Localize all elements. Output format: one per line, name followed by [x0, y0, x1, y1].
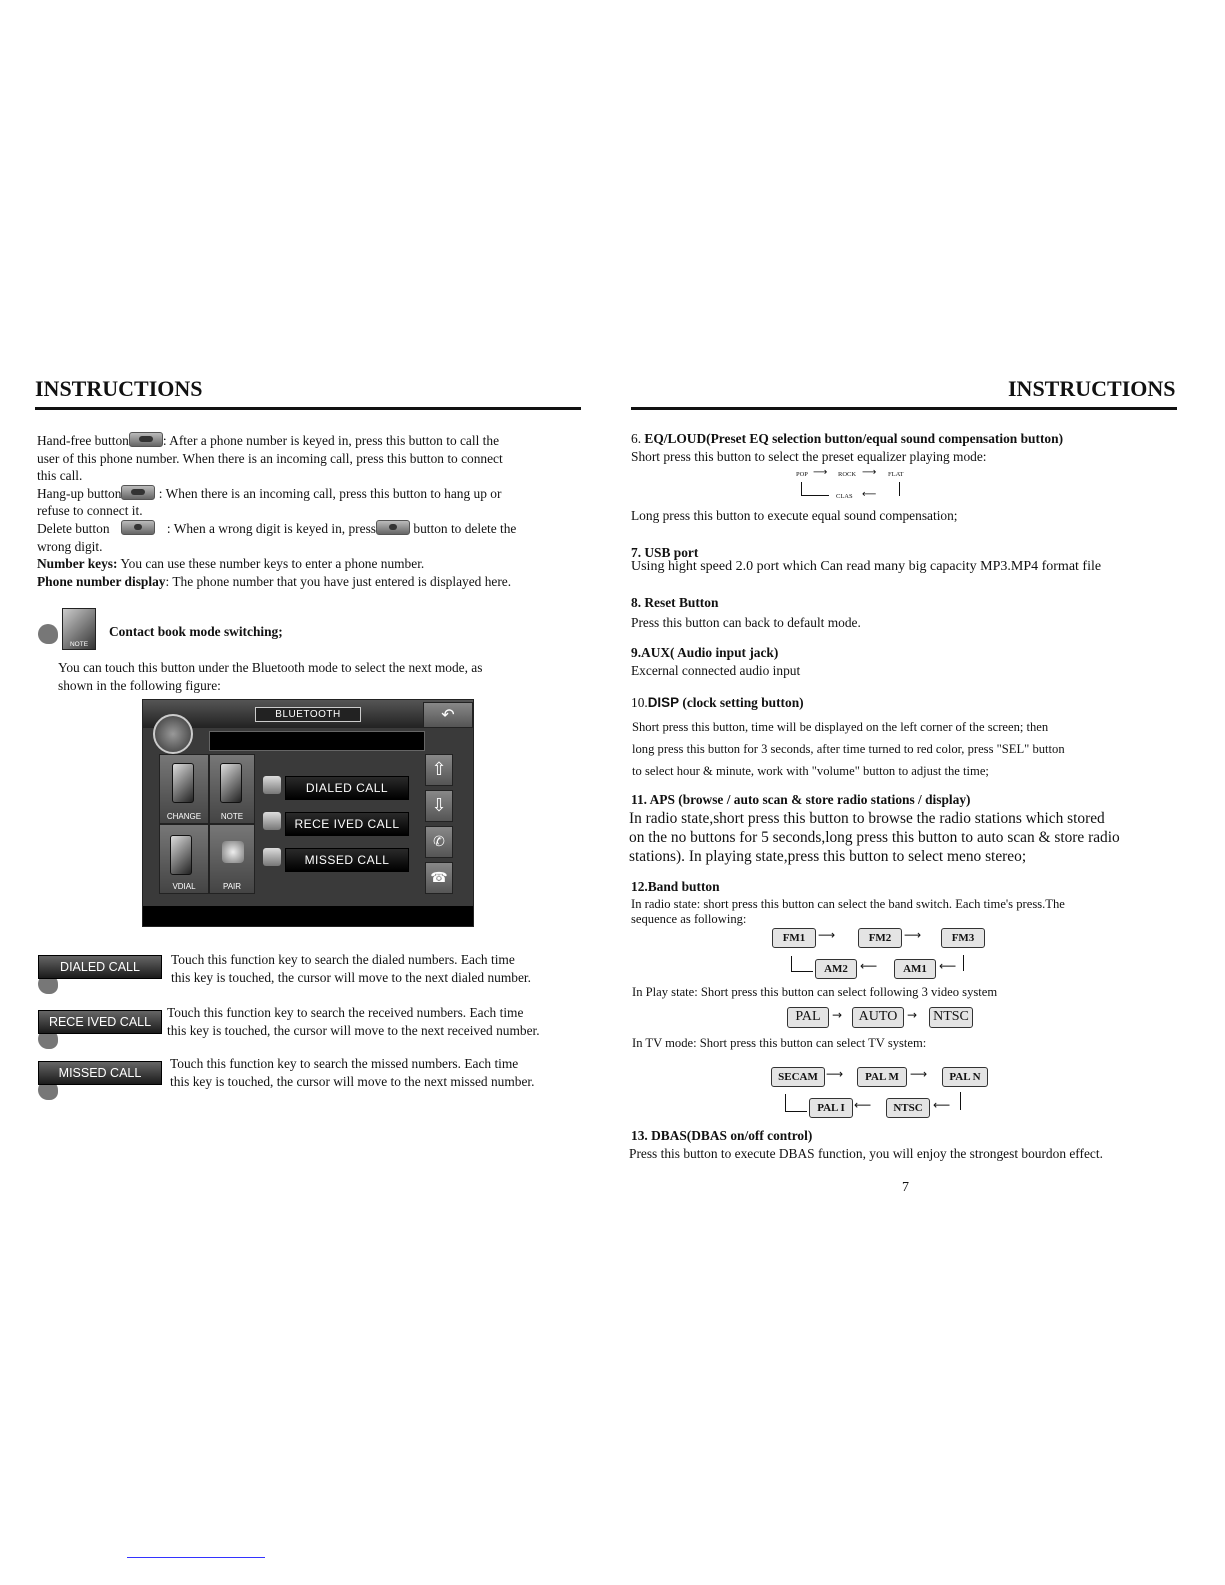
received-call-desc: Touch this function key to search the received numbers. Each time this key is touched, the cursor will move to the next received number.: [167, 1005, 540, 1038]
band-am2: AM2: [815, 959, 857, 979]
video-arrow-2: →: [907, 1008, 918, 1022]
dialed-call-desc: Touch this function key to search the dialed numbers. Each time this key is touched, the cursor will move to the next dialed number.: [171, 952, 531, 985]
band-fm2: FM2: [858, 928, 902, 948]
left-header-rule: [35, 407, 581, 410]
band-fm1: FM1: [772, 928, 816, 948]
hangup-icon[interactable]: ☎: [425, 862, 453, 894]
section-12-text1: In radio state: short press this button can select the band switch. Each time's press.The sequence as following:: [631, 897, 1065, 926]
tv-pal-i: PAL I: [809, 1098, 853, 1118]
received-call-key: RECE IVED CALL: [38, 1010, 162, 1034]
eq-pop: POP: [796, 471, 808, 478]
section-7-heading: 7. USB port: [631, 545, 699, 560]
contact-book-title: Contact book mode switching;: [109, 624, 283, 639]
section-6-text2: Long press this button to execute equal sound compensation;: [631, 508, 958, 523]
missed-call-key: MISSED CALL: [38, 1061, 162, 1085]
section-7-text: Using hight speed 2.0 port which Can read many big capacity MP3.MP4 format file: [631, 559, 1102, 574]
eq-flat: FLAT: [888, 471, 904, 478]
section-6-text1: Short press this button to select the preset equalizer playing mode:: [631, 449, 987, 464]
band-arrow-2: ⟶: [904, 928, 922, 942]
note-tile[interactable]: NOTE: [209, 754, 255, 824]
section-12-text2: In Play state: Short press this button can select following 3 video system: [632, 985, 998, 999]
dialed-call-button[interactable]: DIALED CALL: [285, 776, 409, 800]
section-9-heading: 9.AUX( Audio input jack): [631, 645, 779, 660]
tv-loop-line-2: [785, 1111, 807, 1112]
section-9-text: Excernal connected audio input: [631, 663, 801, 678]
section-10-heading: 10.DISP (clock setting button): [631, 695, 804, 710]
tv-arrow-2: ⟶: [910, 1067, 928, 1081]
eq-rock: ROCK: [838, 471, 857, 478]
eq-loop-line-3: [899, 482, 900, 496]
band-am1: AM1: [894, 959, 936, 979]
handsfree-paragraph: Hand-free button : After a phone number is keyed in, press this button to call the user of this phone number. When there is an incoming call, press this button to connect this call. Hang-up button : When there is an incoming call, press this button to hang up or refuse to connect it. Delete button : When a wrong digit is keyed in, press button to delete the wrong digit. Number keys: You can use these number keys to enter a phone number. Phone number display: The phone number that you have just entered is displayed here.: [37, 433, 517, 589]
video-auto: AUTO: [852, 1007, 904, 1028]
section-11-text: In radio state,short press this button to browse the radio stations which stored on the no buttons for 5 seconds,long press this button to auto scan & store radio stations). In playing state,press this button to select meno stereo;: [629, 810, 1120, 865]
vdial-tile[interactable]: VDIAL: [159, 824, 209, 894]
tv-secam: SECAM: [771, 1067, 825, 1087]
bluetooth-screen: [142, 699, 474, 927]
scroll-up-icon[interactable]: ⇧: [425, 754, 453, 786]
pointing-hand-icon: [38, 624, 58, 644]
video-arrow-1: →: [832, 1008, 843, 1022]
eq-arrow-1: ⟶: [813, 467, 828, 478]
section-12-text3: In TV mode: Short press this button can select TV system:: [632, 1036, 927, 1050]
left-header: INSTRUCTIONS: [35, 376, 203, 401]
right-header-rule: [631, 407, 1177, 410]
eq-clas: CLAS: [836, 493, 853, 500]
tv-pal-n: PAL N: [942, 1067, 988, 1087]
hangup-button-icon: [121, 485, 155, 500]
eq-arrow-3: ⟵: [862, 489, 877, 500]
scroll-down-icon[interactable]: ⇩: [425, 790, 453, 822]
dialed-call-key: DIALED CALL: [38, 955, 162, 979]
band-loop-line-3: [963, 955, 964, 971]
band-arrow-4: ⟵: [939, 959, 957, 973]
band-arrow-1: ⟶: [818, 928, 836, 942]
band-fm3: FM3: [941, 928, 985, 948]
right-header: INSTRUCTIONS: [1008, 376, 1176, 401]
contact-book-text: You can touch this button under the Bluetooth mode to select the next mode, as shown in the following figure:: [58, 660, 483, 693]
pair-tile[interactable]: PAIR: [209, 824, 255, 894]
received-call-icon: [263, 812, 281, 830]
section-10-text: Short press this button, time will be displayed on the left corner of the screen; then long press this button for 3 seconds, after time turned to red color, press "SEL" button to select hour & minute, work with "volume" button to adjust the time;: [632, 720, 1065, 778]
band-loop-line-2: [791, 971, 813, 972]
handsfree-icon[interactable]: ✆: [425, 826, 453, 858]
page-number: 7: [902, 1180, 909, 1195]
tv-ntsc: NTSC: [886, 1098, 930, 1118]
eq-arrow-2: ⟶: [862, 467, 877, 478]
section-12-heading: 12.Band button: [631, 879, 720, 894]
delete-button-icon: [121, 520, 155, 535]
band-loop-line-1: [791, 956, 792, 972]
change-tile[interactable]: CHANGE: [159, 754, 209, 824]
delete-button-icon-inline: [376, 520, 410, 535]
video-ntsc: NTSC: [929, 1007, 973, 1028]
section-13-text: Press this button to execute DBAS function, you will enjoy the strongest bourdon effect.: [629, 1146, 1103, 1161]
phone-number-display: [209, 731, 425, 751]
section-8-text: Press this button can back to default mode.: [631, 615, 861, 630]
tv-arrow-1: ⟶: [826, 1067, 844, 1081]
screen-title: BLUETOOTH: [255, 707, 361, 722]
handsfree-button-icon: [129, 432, 163, 447]
section-8-heading: 8. Reset Button: [631, 595, 719, 610]
tv-loop-line-3: [960, 1092, 961, 1110]
back-icon[interactable]: ↶: [423, 702, 473, 728]
note-mode-icon: NOTE: [62, 608, 96, 650]
bluetooth-logo-icon: [153, 714, 193, 754]
eq-loop-line-2: [801, 495, 829, 496]
eq-loop-line-1: [801, 482, 802, 496]
section-13-heading: 13. DBAS(DBAS on/off control): [631, 1128, 813, 1143]
video-pal: PAL: [787, 1007, 829, 1028]
tv-arrow-3: ⟵: [854, 1098, 872, 1112]
dialed-call-icon: [263, 776, 281, 794]
band-arrow-3: ⟵: [860, 959, 878, 973]
missed-call-button[interactable]: MISSED CALL: [285, 848, 409, 872]
missed-call-desc: Touch this function key to search the missed numbers. Each time this key is touched, the cursor will move to the next missed number.: [170, 1056, 535, 1089]
missed-call-icon: [263, 848, 281, 866]
section-6-heading: 6. EQ/LOUD(Preset EQ selection button/equal sound compensation button): [631, 431, 1064, 446]
tv-arrow-4: ⟵: [933, 1098, 951, 1112]
received-call-button[interactable]: RECE IVED CALL: [285, 812, 409, 836]
bottom-link-line: [127, 1557, 265, 1558]
section-11-heading: 11. APS (browse / auto scan & store radio stations / display): [631, 792, 971, 807]
tv-loop-line-1: [785, 1094, 786, 1112]
tv-pal-m: PAL M: [857, 1067, 907, 1087]
